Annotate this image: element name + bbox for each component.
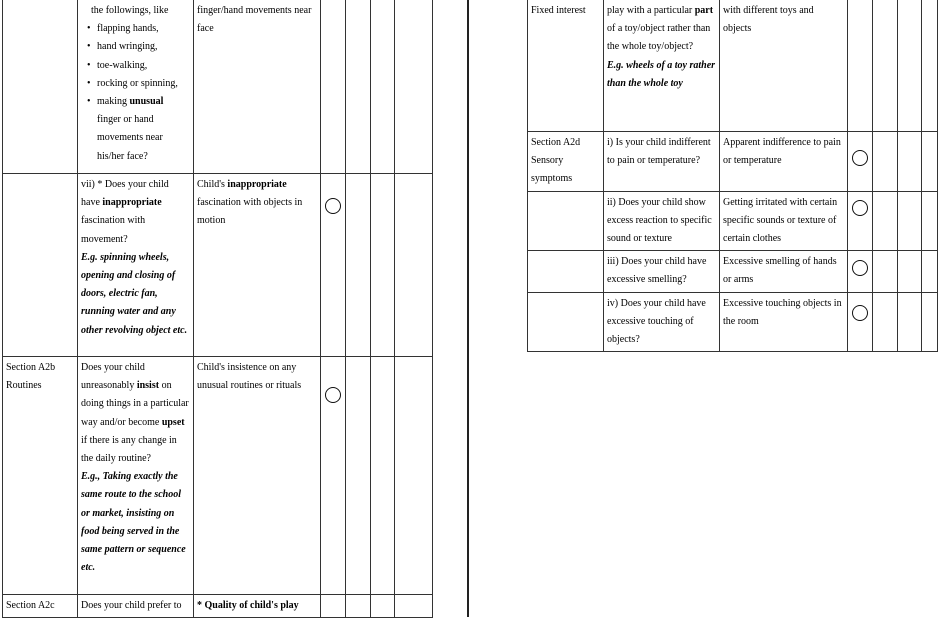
answer-cell	[848, 132, 873, 192]
answer-cell	[848, 251, 873, 292]
answer-cell	[321, 0, 346, 174]
answer-cell	[321, 595, 346, 618]
answer-cell	[395, 174, 433, 357]
answer-cell	[321, 357, 346, 595]
answer-cell	[922, 292, 938, 352]
answer-cell	[371, 174, 395, 357]
section-cell: Section A2c	[3, 595, 78, 618]
answer-cell	[346, 0, 371, 174]
right-questionnaire-table	[527, 0, 938, 352]
section-cell	[3, 0, 78, 174]
example-text: E.g., Taking exactly the same route to the school or market, insisting on food being served in the same pattern or sequence etc.	[81, 471, 186, 574]
section-cell	[528, 292, 604, 352]
assessment-cell: * Quality of child's play	[194, 595, 321, 618]
example-text: E.g. spinning wheels, opening and closing of doors, electric fan, running water and any other revolving object etc.	[81, 251, 188, 336]
section-cell	[528, 251, 604, 292]
answer-cell	[873, 292, 898, 352]
assessment-cell: Child's inappropriate fascination with objects in motion	[194, 174, 321, 357]
table-row	[528, 0, 938, 132]
table-row	[528, 292, 938, 352]
table-row	[528, 132, 938, 192]
assessment-cell: Excessive touching objects in the room	[720, 292, 848, 352]
answer-cell	[395, 595, 433, 618]
answer-cell	[922, 0, 938, 132]
question-cell: Does your child unreasonably insist on doing things in a particular way and/or become upset if there is any change in the daily routine? E.g., Taking exactly the same route to the school or market, insisting on food being served in the same pattern or sequence etc.	[78, 357, 194, 595]
page-divider	[467, 0, 469, 617]
answer-cell	[898, 292, 922, 352]
answer-cell	[371, 595, 395, 618]
assessment-cell: Child's insistence on any unusual routines or rituals	[194, 357, 321, 595]
answer-radio[interactable]	[852, 305, 868, 321]
question-cell: the followings, like • flapping hands, • hand wringing, • toe-walking, • rocking or spinning, • making unusual finger or hand movements near his/her face?	[78, 0, 194, 174]
section-cell	[528, 191, 604, 251]
section-cell	[3, 174, 78, 357]
answer-cell	[898, 191, 922, 251]
behavior-list	[81, 20, 190, 111]
answer-radio[interactable]	[325, 198, 341, 214]
answer-radio[interactable]	[852, 260, 868, 276]
answer-cell	[346, 357, 371, 595]
answer-cell	[321, 174, 346, 357]
answer-cell	[371, 357, 395, 595]
assessment-cell: Getting irritated with certain specific sounds or texture of certain clothes	[720, 191, 848, 251]
list-item: • hand wringing,	[87, 38, 190, 56]
list-item: • flapping hands,	[87, 20, 190, 38]
answer-cell	[898, 132, 922, 192]
assessment-cell: with different toys and objects	[720, 0, 848, 132]
section-cell: Fixed interest	[528, 0, 604, 132]
answer-cell	[873, 132, 898, 192]
answer-radio[interactable]	[852, 200, 868, 216]
table-row	[3, 595, 433, 618]
section-cell: Section A2d Sensory symptoms	[528, 132, 604, 192]
example-text: E.g. wheels of a toy rather than the whole toy	[607, 59, 716, 89]
list-item: • making unusual	[87, 93, 190, 111]
answer-cell	[898, 0, 922, 132]
answer-cell	[848, 292, 873, 352]
question-cell: i) Is your child indifferent to pain or temperature?	[604, 132, 720, 192]
table-row	[3, 357, 433, 595]
question-cell: vii) * Does your child have inappropriate fascination with movement? E.g. spinning wheels, opening and closing of doors, electric fan, running water and any other revolving object etc.	[78, 174, 194, 357]
assessment-cell: finger/hand movements near face	[194, 0, 321, 174]
answer-cell	[873, 0, 898, 132]
question-cell: ii) Does your child show excess reaction to specific sound or texture	[604, 191, 720, 251]
answer-cell	[346, 174, 371, 357]
question-cell: iii) Does your child have excessive smelling?	[604, 251, 720, 292]
question-cell: play with a particular part of a toy/object rather than the whole toy/object? E.g. wheels of a toy rather than the whole toy	[604, 0, 720, 132]
answer-cell	[873, 251, 898, 292]
answer-radio[interactable]	[325, 387, 341, 403]
question-cell: Does your child prefer to	[78, 595, 194, 618]
answer-cell	[898, 251, 922, 292]
list-item: • toe-walking,	[87, 57, 190, 75]
answer-cell	[395, 357, 433, 595]
answer-cell	[848, 191, 873, 251]
table-row	[3, 174, 433, 357]
answer-cell	[848, 0, 873, 132]
answer-cell	[922, 191, 938, 251]
table-row	[3, 0, 433, 174]
answer-cell	[922, 251, 938, 292]
table-row	[528, 251, 938, 292]
left-questionnaire-table	[2, 0, 433, 618]
answer-cell	[922, 132, 938, 192]
answer-cell	[395, 0, 433, 174]
assessment-cell: Apparent indifference to pain or temperature	[720, 132, 848, 192]
answer-cell	[371, 0, 395, 174]
table-row	[528, 191, 938, 251]
answer-cell	[346, 595, 371, 618]
answer-cell	[873, 191, 898, 251]
list-item: • rocking or spinning,	[87, 75, 190, 93]
answer-radio[interactable]	[852, 150, 868, 166]
section-cell: Section A2b Routines	[3, 357, 78, 595]
question-cell: iv) Does your child have excessive touching of objects?	[604, 292, 720, 352]
assessment-cell: Excessive smelling of hands or arms	[720, 251, 848, 292]
